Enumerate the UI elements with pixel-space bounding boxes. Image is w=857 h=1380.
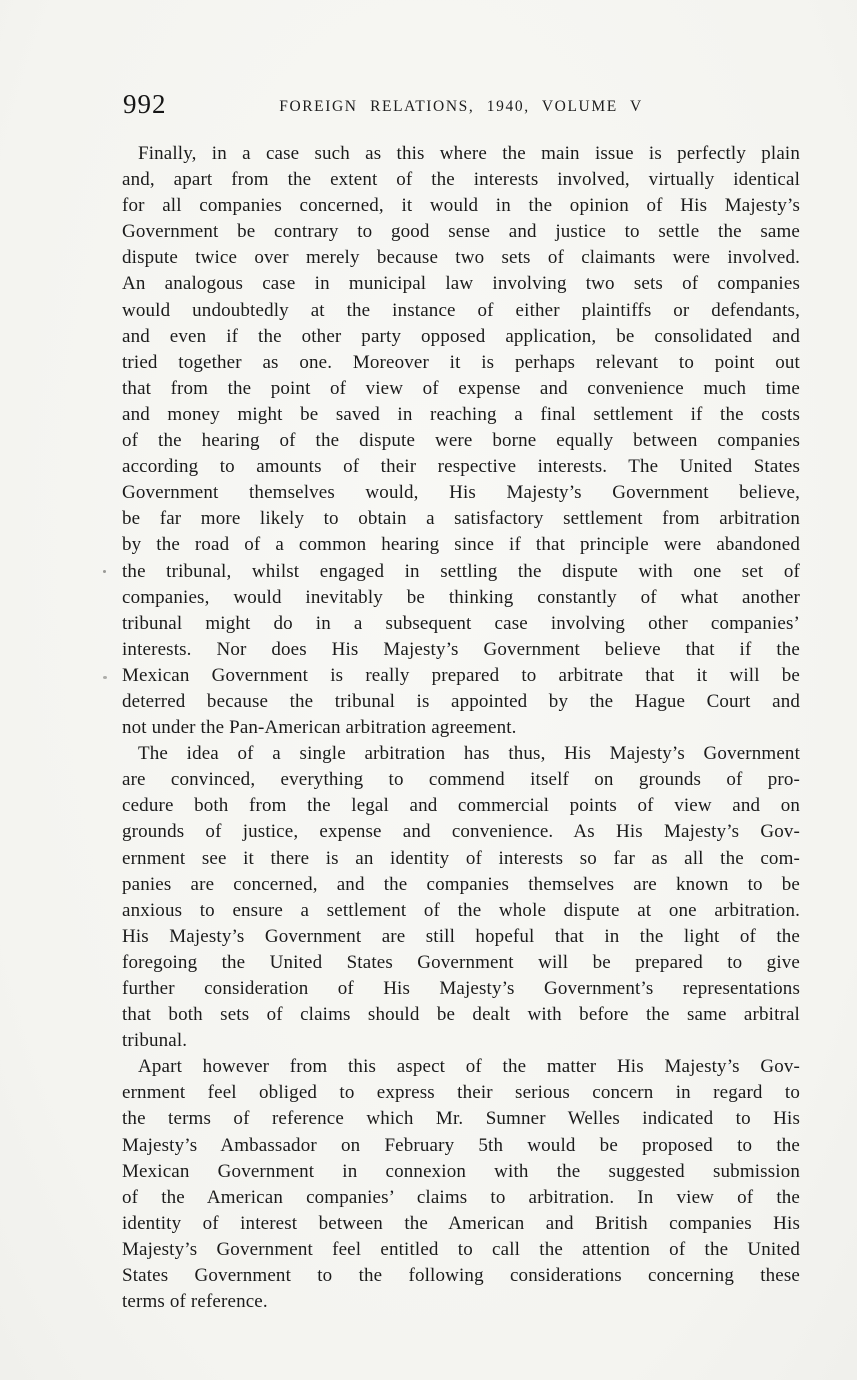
text-line: Government themselves would, His Majesty’s Government believe, (122, 482, 800, 504)
text-line: deterred because the tribunal is appointed by the Hague Court and (122, 690, 800, 712)
text-line: and even if the other party opposed application, be consolidated and (122, 325, 800, 347)
text-line: His Majesty’s Government are still hopeful that in the light of the (122, 925, 800, 947)
text-line: Government be contrary to good sense and justice to settle the same (122, 221, 800, 243)
text-line: further consideration of His Majesty’s Government’s representations (122, 978, 800, 999)
text-line: dispute twice over merely because two sets of claimants were involved. (122, 247, 800, 269)
text-line: Majesty’s Ambassador on February 5th would be proposed to the (122, 1134, 800, 1156)
page-number: 992 (123, 89, 167, 119)
text-line: according to amounts of their respective interests. The United States (122, 456, 800, 478)
text-line: Mexican Government is really prepared to arbitrate that it will be (122, 664, 800, 686)
text-line: of the American companies’ claims to arbitration. In view of the (122, 1186, 800, 1208)
text-line: that from the point of view of expense and convenience much time (122, 377, 800, 399)
paragraph-1 (122, 141, 800, 741)
document-body (122, 141, 800, 1315)
text-line: An analogous case in municipal law involving two sets of companies (122, 273, 800, 295)
text-line: tribunal. (122, 1030, 188, 1052)
text-line: identity of interest between the American and British companies His (122, 1212, 800, 1234)
text-line: be far more likely to obtain a satisfactory settlement from arbitration (122, 508, 800, 530)
text-line: Finally, in a case such as this where the main issue is perfectly plain (138, 143, 800, 164)
text-line: are convinced, everything to commend itself on grounds of pro- (122, 769, 800, 791)
text-line: ernment feel obliged to express their serious concern in regard to (122, 1082, 800, 1104)
text-line: anxious to ensure a settlement of the whole dispute at one arbitration. (122, 899, 800, 921)
text-line: not under the Pan-American arbitration agreement. (122, 717, 517, 739)
text-line: grounds of justice, expense and convenience. As His Majesty’s Gov- (122, 821, 800, 843)
text-line: the tribunal, whilst engaged in settling the dispute with one set of (122, 560, 800, 582)
text-line: interests. Nor does His Majesty’s Government believe that if the (122, 638, 800, 660)
text-line: for all companies concerned, it would in the opinion of His Majesty’s (122, 195, 800, 217)
text-line: panies are concerned, and the companies themselves are known to be (122, 873, 800, 895)
text-line: The idea of a single arbitration has thus, His Majesty’s Government (138, 743, 800, 765)
text-line: tried together as one. Moreover it is perhaps relevant to point out (122, 351, 800, 373)
text-line: would undoubtedly at the instance of either plaintiffs or defendants, (122, 299, 800, 321)
text-line: Mexican Government in connexion with the suggested submission (122, 1160, 800, 1182)
text-line: States Government to the following considerations concerning these (122, 1265, 800, 1287)
text-line: terms of reference. (122, 1291, 268, 1313)
scan-artifact (103, 676, 107, 679)
text-line: and, apart from the extent of the interests involved, virtually identical (122, 169, 800, 191)
page-header (122, 90, 800, 124)
scan-artifact (103, 570, 106, 573)
text-line: tribunal might do in a subsequent case involving other companies’ (122, 612, 800, 634)
text-line: Apart however from this aspect of the matter His Majesty’s Gov- (138, 1056, 800, 1078)
text-line: foregoing the United States Government will be prepared to give (122, 951, 800, 973)
running-head: FOREIGN RELATIONS, 1940, VOLUME V (279, 98, 643, 115)
text-line: ernment see it there is an identity of interests so far as all the com- (122, 847, 800, 869)
text-line: cedure both from the legal and commercial points of view and on (122, 795, 800, 817)
paragraph-2 (122, 741, 800, 1054)
text-line: of the hearing of the dispute were borne equally between companies (122, 430, 800, 452)
text-line: and money might be saved in reaching a final settlement if the costs (122, 403, 800, 425)
text-line: Majesty’s Government feel entitled to call the attention of the United (122, 1238, 800, 1260)
text-line: by the road of a common hearing since if that principle were abandoned (122, 534, 800, 556)
text-line: companies, would inevitably be thinking constantly of what another (122, 586, 800, 608)
text-line: that both sets of claims should be dealt with before the same arbitral (122, 1004, 800, 1026)
paragraph-3 (122, 1054, 800, 1315)
text-line: the terms of reference which Mr. Sumner Welles indicated to His (122, 1108, 800, 1130)
